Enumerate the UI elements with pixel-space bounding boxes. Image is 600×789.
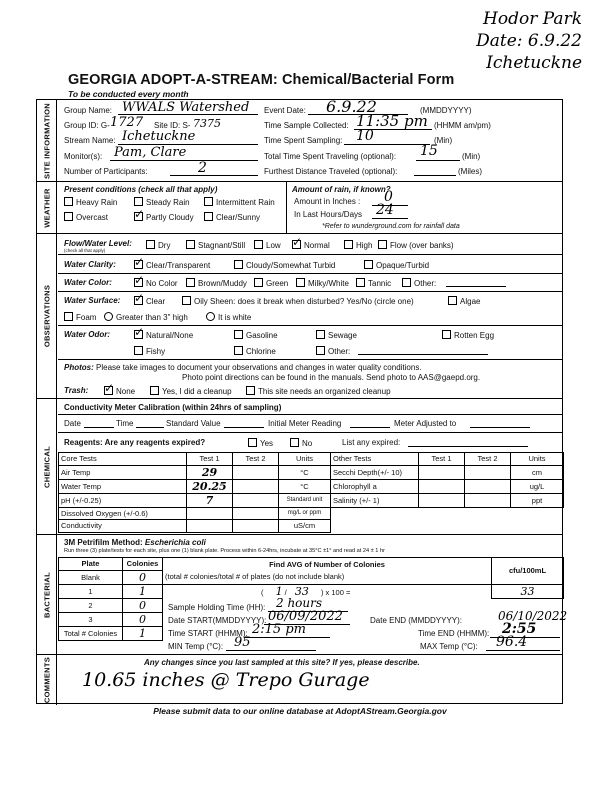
table-row: Air Temp 29 °C Secchi Depth(+/- 10) cm — [59, 465, 564, 479]
calib-date: Date — [64, 419, 81, 428]
submit-footer: Please submit data to our online database at AdoptAStream.Georgia.gov — [153, 706, 447, 716]
amount-inches-field[interactable]: 0 — [384, 189, 393, 205]
holding-label: Sample Holding Time (HH): — [168, 603, 266, 612]
distance-unit: (Miles) — [458, 167, 482, 176]
trash-none[interactable]: ✓ None — [104, 386, 135, 396]
date-start-label: Date START(MMDDYYYY): — [168, 616, 267, 625]
rainfall-refer-note: *Refer to wunderground.com for rainfall data — [322, 223, 460, 230]
odor-fishy[interactable]: Fishy — [134, 346, 165, 356]
calib-adjusted: Meter Adjusted to — [394, 419, 457, 428]
intermittent-rain-checkbox[interactable] — [204, 197, 213, 206]
flow-note: (check all that apply) — [64, 248, 106, 253]
clarity-label: Water Clarity: — [64, 260, 116, 269]
color-no-color[interactable]: ✓ No Color — [134, 278, 178, 288]
ph-test1[interactable]: 7 — [187, 493, 233, 507]
reagents-no[interactable]: No — [290, 438, 312, 448]
handwritten-header-note — [476, 8, 582, 74]
color-green[interactable]: Green — [254, 278, 288, 288]
weather-section-label: WEATHER — [37, 182, 57, 233]
site-id-label: Site ID: S- — [154, 121, 191, 130]
water-temp-test1[interactable]: 20.25 — [187, 479, 233, 493]
participants-field[interactable]: 2 — [198, 160, 207, 176]
table-row: Conductivity uS/cm — [59, 520, 564, 533]
method-label: 3M Petrifilm Method: Escherichia coli — [64, 538, 206, 547]
surface-foam[interactable]: Foam — [64, 312, 96, 322]
amount-inches-label: Amount in Inches : — [294, 197, 361, 206]
note-line-3: Ichetuckne — [486, 53, 582, 73]
flow-label: Flow/Water Level: — [64, 239, 132, 248]
reagents-label: Reagents: Are any reagents expired? — [64, 438, 206, 447]
last-hours-field[interactable]: 24 — [376, 202, 394, 218]
site-id-field[interactable]: 7375 — [193, 117, 221, 130]
travel-time-line — [416, 160, 460, 161]
group-id-label: Group ID: G- — [64, 121, 110, 130]
date-end-label: Date END (MMDDYYYY): — [370, 616, 463, 625]
surface-label: Water Surface: — [64, 296, 121, 305]
surface-oily[interactable]: Oily Sheen: does it break when disturbed? Yes/No (circle one) — [182, 296, 414, 306]
time-sampling-label: Time Spent Sampling: — [264, 136, 343, 145]
observations-section — [37, 234, 562, 399]
heavy-rain-checkbox[interactable] — [64, 197, 73, 206]
photos-text: Photos: Please take images to document your observations and changes in water quality conditions. — [64, 363, 422, 372]
clarity-opaque[interactable]: Opaque/Turbid — [364, 260, 429, 270]
last-hours-line — [372, 218, 408, 219]
odor-other-line[interactable] — [358, 354, 488, 355]
event-date-label: Event Date: — [264, 106, 306, 115]
last-hours-label: In Last Hours/Days — [294, 210, 363, 219]
stream-name-field[interactable]: Ichetuckne — [122, 129, 196, 144]
air-temp-test1[interactable]: 29 — [187, 465, 233, 479]
comments-section-label: COMMENTS — [37, 655, 57, 705]
monitors-label: Monitor(s): — [64, 152, 103, 161]
surface-algae[interactable]: Algae — [448, 296, 480, 306]
form-frame — [36, 97, 568, 704]
weather-divider — [286, 182, 287, 233]
steady-rain-option[interactable]: Steady Rain — [134, 197, 190, 207]
site-section-label: SITE INFORMATION — [37, 100, 57, 181]
group-id-field[interactable]: 1727 — [110, 115, 144, 130]
table-header-row: Core Tests Test 1 Test 2 Units Other Tests Test 1 Test 2 Units — [59, 453, 564, 466]
distance-label: Furthest Distance Traveled (optional): — [264, 167, 398, 176]
rain-amount-label: Amount of rain, if known? — [292, 185, 391, 194]
time-end-field[interactable]: 2:55 — [502, 621, 537, 637]
flow-normal[interactable]: ✓ Normal — [292, 240, 330, 250]
calib-standard: Standard Value — [166, 419, 221, 428]
intermittent-rain-option[interactable]: Intermittent Rain — [204, 197, 275, 207]
trash-needs-cleanup[interactable]: This site needs an organized cleanup — [246, 386, 391, 396]
site-information-section — [37, 97, 562, 182]
calib-initial: Initial Meter Reading — [268, 419, 342, 428]
travel-time-label: Total Time Spent Traveling (optional): — [264, 152, 397, 161]
comments-prompt: Any changes since you last sampled at this site? If yes, please describe. — [144, 658, 420, 667]
time-collected-label: Time Sample Collected: — [264, 121, 349, 130]
time-collected-field[interactable]: 11:35 pm — [356, 112, 428, 130]
clear-sunny-option[interactable]: Clear/Sunny — [204, 212, 260, 222]
group-name-label: Group Name: — [64, 106, 113, 115]
odor-natural[interactable]: ✓ Natural/None — [134, 330, 193, 340]
odor-label: Water Odor: — [64, 330, 111, 339]
odor-sewage[interactable]: Sewage — [316, 330, 357, 340]
photos-text-2: Photo point directions can be found in the manuals. Send photo to AAS@gaepd.org. — [182, 373, 481, 382]
partly-cloudy-checkbox[interactable] — [134, 212, 143, 221]
travel-time-unit: (Min) — [462, 152, 481, 161]
trash-label: Trash: — [64, 386, 89, 395]
min-temp-field[interactable]: 95 — [234, 635, 251, 650]
color-other[interactable]: Other: — [402, 278, 436, 288]
comments-section — [37, 655, 562, 705]
time-sampling-field[interactable]: 10 — [356, 128, 374, 144]
flow-dry[interactable]: Dry — [146, 240, 170, 250]
flow-low[interactable]: Low — [254, 240, 281, 250]
overcast-checkbox[interactable] — [64, 212, 73, 221]
steady-rain-checkbox[interactable] — [134, 197, 143, 206]
color-brown[interactable]: Brown/Muddy — [186, 278, 247, 288]
time-start-field[interactable]: 2:15 pm — [252, 622, 306, 637]
time-collected-format: (HHMM am/pm) — [434, 121, 491, 130]
odor-gasoline[interactable]: Gasoline — [234, 330, 278, 340]
color-other-line[interactable] — [446, 286, 506, 287]
flow-stagnant[interactable]: Stagnant/Still — [186, 240, 245, 250]
travel-time-field[interactable]: 15 — [420, 143, 438, 159]
min-temp-label: MIN Temp (°C): — [168, 642, 224, 651]
clarity-cloudy[interactable]: Cloudy/Somewhat Turbid — [234, 260, 335, 270]
distance-line[interactable] — [414, 175, 456, 176]
method-instructions: Run three (3) plate/tests for each site, plus one (1) blank plate. Process within 6-24hrs, incubate at 35°C ±1° and read at 24 ± 1 hr — [64, 548, 385, 554]
date-start-field[interactable]: 06/09/2022 — [268, 609, 343, 624]
list-expired-label: List any expired: — [342, 438, 401, 447]
event-date-field[interactable]: 6.9.22 — [326, 97, 377, 116]
overcast-option[interactable]: Overcast — [64, 212, 108, 222]
bacterial-section-label: BACTERIAL — [37, 535, 57, 654]
clarity-clear[interactable]: ✓ Clear/Transparent — [134, 260, 210, 270]
surface-clear[interactable]: ✓ Clear — [134, 296, 165, 306]
holding-field[interactable]: 2 hours — [276, 596, 323, 610]
participants-line — [170, 175, 258, 176]
heavy-rain-option[interactable]: Heavy Rain — [64, 197, 117, 207]
calib-time: Time — [116, 419, 134, 428]
clear-sunny-checkbox[interactable] — [204, 212, 213, 221]
odor-other[interactable]: Other: — [316, 346, 350, 356]
surface-white[interactable]: It is white — [206, 312, 251, 322]
odor-chlorine[interactable]: Chlorine — [234, 346, 276, 356]
avg-formula: ( 1 / 33 ) x 100 = — [163, 584, 492, 598]
time-sampling-line — [344, 144, 430, 145]
monitors-field[interactable]: Pam, Clare — [114, 145, 187, 160]
comments-field[interactable]: 10.65 inches @ Trepo Gurage — [82, 669, 370, 691]
list-expired-line[interactable] — [408, 446, 528, 447]
color-label: Water Color: — [64, 278, 112, 287]
flow-high[interactable]: High — [344, 240, 372, 250]
flow-over-banks[interactable]: Flow (over banks) — [378, 240, 454, 250]
max-temp-field[interactable]: 96.4 — [496, 634, 528, 650]
weather-section — [37, 182, 562, 234]
chemical-tests-table — [58, 452, 564, 533]
table-row: pH (+/-0.25) 7 Standard unit Salinity (+/- 1) ppt — [59, 493, 564, 507]
cfu-value[interactable]: 33 — [492, 584, 564, 598]
color-tannic[interactable]: Tannic — [356, 278, 391, 288]
bacterial-section — [37, 535, 568, 655]
group-name-field[interactable]: WWALS Watershed — [122, 100, 250, 115]
time-end-label: Time END (HHMM): — [418, 629, 490, 638]
event-date-format: (MMDDYYYY) — [420, 106, 472, 115]
table-row: Water Temp 20.25 °C Chlorophyll a ug/L — [59, 479, 564, 493]
stream-name-label: Stream Name: — [64, 136, 116, 145]
date-end-field[interactable]: 06/10/2022 — [498, 609, 568, 623]
reagents-yes[interactable]: Yes — [248, 438, 273, 448]
odor-rotten-egg[interactable]: Rotten Egg — [442, 330, 494, 340]
monitors-line — [110, 160, 258, 161]
color-milky[interactable]: Milky/White — [296, 278, 349, 288]
table-row: Dissolved Oxygen (+/-0.6) mg/L or ppm — [59, 507, 564, 520]
time-start-label: Time START (HHMM): — [168, 629, 248, 638]
chemical-section — [37, 399, 562, 535]
bacterial-table: Plate Colonies Find AVG of Number of Colonies cfu/100mL Blank 0 (total # colonies/total # of plates (do not include blank) 1 1 ( 1 / 33 ) x 100 = 33 2 0 3 0 Total # Colonies 1 — [58, 557, 564, 641]
chemical-section-label: CHEMICAL — [37, 399, 57, 534]
time-sampling-unit: (Min) — [434, 136, 453, 145]
participants-label: Number of Participants: — [64, 167, 148, 176]
trash-cleanup[interactable]: Yes, I did a cleanup — [150, 386, 232, 396]
note-line-1: Hodor Park — [483, 9, 582, 29]
surface-greater[interactable]: Greater than 3" high — [104, 312, 188, 322]
note-line-2: Date: 6.9.22 — [476, 31, 582, 51]
calibration-title: Conductivity Meter Calibration (within 24hrs of sampling) — [64, 403, 282, 412]
form-subtitle: To be conducted every month — [68, 89, 189, 99]
partly-cloudy-option[interactable]: ✓ Partly Cloudy — [134, 212, 194, 222]
form-title: GEORGIA ADOPT-A-STREAM: Chemical/Bacterial Form — [68, 72, 455, 88]
present-conditions-label: Present conditions (check all that apply) — [64, 185, 218, 194]
max-temp-label: MAX Temp (°C): — [420, 642, 478, 651]
observations-section-label: OBSERVATIONS — [37, 234, 57, 398]
